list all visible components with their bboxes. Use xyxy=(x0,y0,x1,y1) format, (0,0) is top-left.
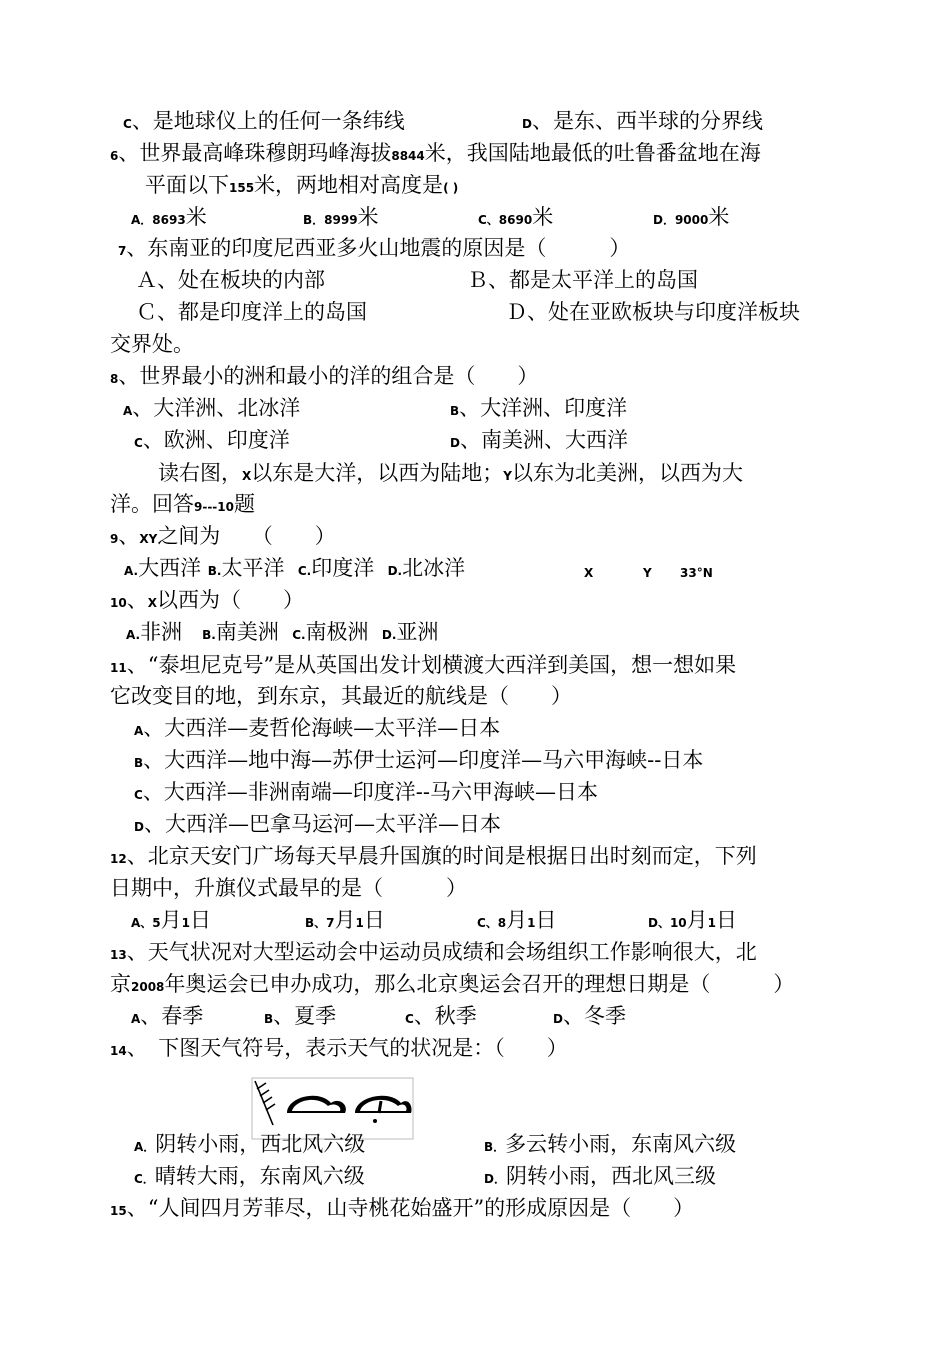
q8-option-c: C、欧洲、印度洋 xyxy=(134,428,290,452)
q6-option-a: A．8693米 xyxy=(131,205,207,229)
q11-option-b: B、大西洋—地中海—苏伊士运河—印度洋—马六甲海峡--日本 xyxy=(134,748,704,772)
q6-option-b: B．8999米 xyxy=(303,205,379,229)
q5-option-d: D、是东、西半球的分界线 xyxy=(522,109,763,133)
q12-option-d: D、10月1日 xyxy=(648,908,738,932)
q14-option-d: D．阴转小雨，西北风三级 xyxy=(484,1164,716,1188)
q6-option-c: C、8690米 xyxy=(478,205,554,229)
q7-stem: 7、东南亚的印度尼西亚多火山地震的原因是（ ） xyxy=(118,236,631,260)
q14-option-b: B．多云转小雨，东南风六级 xyxy=(484,1132,737,1156)
q7-option-a: Ａ、处在板块的内部 xyxy=(136,268,325,292)
q12-stem-cont: 日期中，升旗仪式最早的是（ ） xyxy=(110,876,467,900)
q9-options: A.大西洋 B.太平洋 C.印度洋 D.北冰洋 xyxy=(124,556,466,580)
q15-stem: 15、“人间四月芳菲尽，山寺桃花始盛开”的形成原因是（ ） xyxy=(110,1196,695,1220)
q13-stem-cont: 京2008年奥运会已申办成功，那么北京奥运会召开的理想日期是（ ） xyxy=(110,972,795,996)
q12-option-b: B、7月1日 xyxy=(305,908,385,932)
q8-stem: 8、世界最小的洲和最小的洋的组合是（ ） xyxy=(110,364,539,388)
q12-option-a: A、5月1日 xyxy=(131,908,211,932)
q13-option-d: D、冬季 xyxy=(553,1004,626,1028)
q13-option-c: C、秋季 xyxy=(405,1004,477,1028)
map-label-x: X xyxy=(584,566,594,580)
q12-option-c: C、8月1日 xyxy=(477,908,557,932)
q6-option-d: D．9000米 xyxy=(653,205,730,229)
q14-option-c: C．晴转大雨，东南风六级 xyxy=(134,1164,365,1188)
q7-option-c: Ｃ、都是印度洋上的岛国 xyxy=(136,300,367,324)
wind-barb-icon xyxy=(255,1081,275,1125)
q13-option-b: B、夏季 xyxy=(264,1004,337,1028)
q8-option-d: D、南美洲、大西洋 xyxy=(450,428,628,452)
q6-stem: 6、世界最高峰珠穆朗玛峰海拔8844米，我国陆地最低的吐鲁番盆地在海 xyxy=(110,141,761,165)
q7-option-b: Ｂ、都是太平洋上的岛国 xyxy=(467,268,698,292)
q10-options: A.非洲 B.南美洲 C.南极洲 D.亚洲 xyxy=(126,620,439,644)
overcast-cloud-icon xyxy=(287,1096,346,1113)
q6-stem-cont: 平面以下155米，两地相对高度是( ) xyxy=(145,173,459,197)
map-label-latitude: 33°N xyxy=(680,566,713,580)
q10-stem: 10、X以西为（ ） xyxy=(110,588,304,612)
q7-option-d: Ｄ、处在亚欧板块与印度洋板块 xyxy=(506,300,800,324)
map-label-y: Y xyxy=(643,566,652,580)
q11-option-a: A、大西洋—麦哲伦海峡—太平洋—日本 xyxy=(134,716,501,740)
q8-option-b: B、大洋洲、印度洋 xyxy=(450,396,628,420)
q9-10-intro: 读右图，X以东是大洋，以西为陆地；Y以东为北美洲，以西为大 xyxy=(158,461,743,485)
q11-stem-cont: 它改变目的地，到东京，其最近的航线是（ ） xyxy=(110,684,572,708)
q9-stem: 9、XY之间为 （ ） xyxy=(110,524,336,548)
q13-option-a: A、春季 xyxy=(131,1004,204,1028)
q14-stem: 14、 下图天气符号，表示天气的状况是：（ ） xyxy=(110,1036,568,1060)
q14-option-a: A．阴转小雨，西北风六级 xyxy=(134,1132,366,1156)
q8-option-a: A、大洋洲、北冰洋 xyxy=(123,396,301,420)
light-rain-cloud-icon xyxy=(355,1096,412,1123)
q7-option-d-cont: 交界处。 xyxy=(110,332,194,356)
q12-stem: 12、北京天安门广场每天早晨升国旗的时间是根据日出时刻而定，下列 xyxy=(110,844,757,868)
q11-option-c: C、大西洋—非洲南端—印度洋--马六甲海峡—日本 xyxy=(134,780,599,804)
q11-stem: 11、“泰坦尼克号”是从英国出发计划横渡大西洋到美国，想一想如果 xyxy=(110,653,737,677)
q11-option-d: D、大西洋—巴拿马运河—太平洋—日本 xyxy=(134,812,501,836)
q13-stem: 13、天气状况对大型运动会中运动员成绩和会场组织工作影响很大，北 xyxy=(110,940,757,964)
q9-10-intro-cont: 洋。回答9---10题 xyxy=(110,492,255,516)
q5-option-c: C、是地球仪上的任何一条纬线 xyxy=(123,109,405,133)
